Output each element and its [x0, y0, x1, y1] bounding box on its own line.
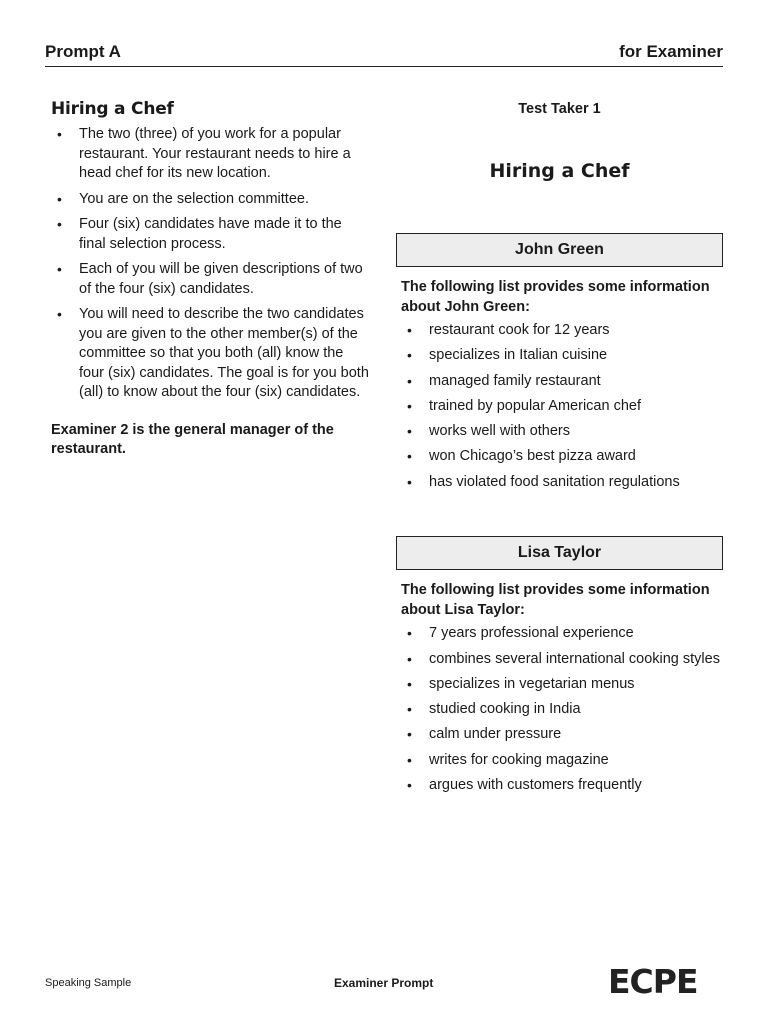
list-item: • writes for cooking magazine	[396, 751, 723, 771]
list-item: • The two (three) of you work for a popular restaurant. Your restaurant needs to hire a head chef for its new location.	[51, 125, 371, 184]
candidate-info-list	[396, 624, 723, 795]
list-item: • You will need to describe the two candidates you are given to the other member(s) of the committee so that you both (all) know the four (six) candidates. The goal is for you both (all) to know about the four (six) candidates.	[51, 305, 371, 403]
prompt-label: Prompt A	[45, 42, 121, 61]
audience-label: for Examiner	[619, 42, 723, 61]
footer-document-label: Examiner Prompt	[334, 976, 434, 990]
examiner-note: Examiner 2 is the general manager of the restaurant.	[51, 421, 334, 457]
panel-title: Hiring a Chef	[489, 160, 630, 182]
task-title: Hiring a Chef	[51, 99, 174, 119]
list-item: • works well with others	[396, 422, 723, 442]
list-item: • calm under pressure	[396, 725, 723, 745]
list-item: • Each of you will be given descriptions of two of the four (six) candidates.	[51, 260, 371, 299]
list-item: • restaurant cook for 12 years	[396, 321, 723, 341]
list-item: • won Chicago’s best pizza award	[396, 447, 723, 467]
list-item: • specializes in Italian cuisine	[396, 346, 723, 366]
task-instructions	[51, 99, 371, 460]
list-item: • has violated food sanitation regulations	[396, 473, 723, 493]
list-item: • 7 years professional experience	[396, 624, 723, 644]
test-taker-label: Test Taker 1	[518, 101, 601, 117]
candidate-name-box: John Green	[396, 233, 723, 267]
ecpe-logo: ECPE	[608, 962, 698, 1001]
list-item: • managed family restaurant	[396, 372, 723, 392]
list-item: • trained by popular American chef	[396, 397, 723, 417]
candidate-intro: The following list provides some information about Lisa Taylor:	[401, 582, 710, 618]
list-item: • combines several international cooking styles	[396, 650, 723, 670]
candidate-info-list	[396, 321, 723, 492]
list-item: • Four (six) candidates have made it to the final selection process.	[51, 215, 371, 254]
instruction-list	[51, 125, 371, 403]
candidate-panel	[396, 99, 723, 801]
list-item: • specializes in vegetarian menus	[396, 675, 723, 695]
list-item: • studied cooking in India	[396, 700, 723, 720]
list-item: • You are on the selection committee.	[51, 190, 371, 210]
candidate-name-box: Lisa Taylor	[396, 536, 723, 570]
list-item: • argues with customers frequently	[396, 776, 723, 796]
footer-sample-label: Speaking Sample	[45, 977, 132, 989]
candidate-intro: The following list provides some information about John Green:	[401, 279, 710, 315]
page-header	[45, 42, 723, 67]
